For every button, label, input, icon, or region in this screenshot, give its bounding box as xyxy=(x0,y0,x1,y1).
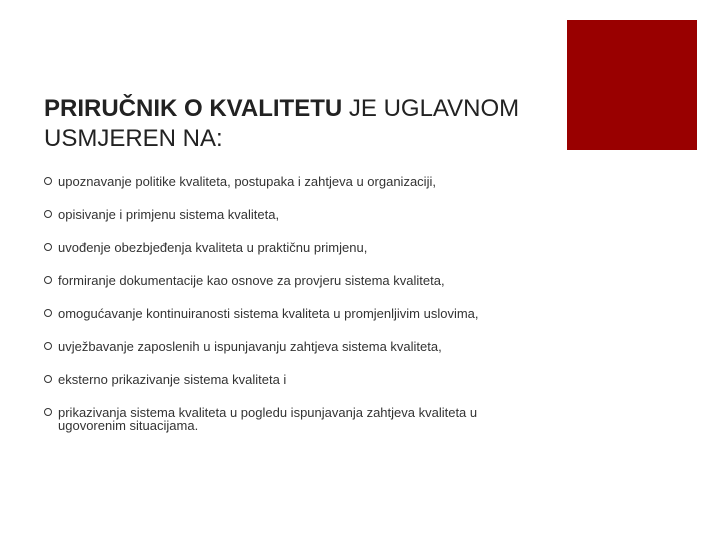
slide-title-rest: JE UGLAVNOM USMJEREN NA: xyxy=(44,95,520,152)
bullet-item xyxy=(44,307,544,320)
circle-bullet-icon xyxy=(44,375,52,383)
bullet-text: prikazivanja sistema kvaliteta u pogledu ispunjavanja zahtjeva kvaliteta u ugovorenim situacijama. xyxy=(58,405,478,433)
accent-block xyxy=(567,20,697,150)
slide-title xyxy=(44,94,544,154)
bullet-item xyxy=(44,274,544,287)
circle-bullet-icon xyxy=(44,276,52,284)
circle-bullet-icon xyxy=(44,408,52,416)
bullet-list xyxy=(44,175,544,432)
bullet-text: uvođenje obezbjeđenja kvaliteta u praktičnu primjenu, xyxy=(58,240,368,255)
bullet-text: formiranje dokumentacije kao osnove za provjeru sistema kvaliteta, xyxy=(58,273,445,288)
bullet-text: upoznavanje politike kvaliteta, postupaka i zahtjeva u organizaciji, xyxy=(58,174,436,189)
bullet-text: eksterno prikazivanje sistema kvaliteta i xyxy=(58,372,287,387)
bullet-item xyxy=(44,406,544,432)
bullet-item xyxy=(44,175,544,188)
circle-bullet-icon xyxy=(44,342,52,350)
bullet-item xyxy=(44,241,544,254)
bullet-text: omogućavanje kontinuiranosti sistema kvaliteta u promjenljivim uslovima, xyxy=(58,306,479,321)
slide-title-bold: PRIRUČNIK O KVALITETU xyxy=(44,95,343,122)
circle-bullet-icon xyxy=(44,210,52,218)
circle-bullet-icon xyxy=(44,309,52,317)
bullet-item xyxy=(44,373,544,386)
bullet-item xyxy=(44,208,544,221)
bullet-item xyxy=(44,340,544,353)
bullet-text: opisivanje i primjenu sistema kvaliteta, xyxy=(58,207,280,222)
bullet-text: uvježbavanje zaposlenih u ispunjavanju zahtjeva sistema kvaliteta, xyxy=(58,339,442,354)
circle-bullet-icon xyxy=(44,243,52,251)
circle-bullet-icon xyxy=(44,177,52,185)
